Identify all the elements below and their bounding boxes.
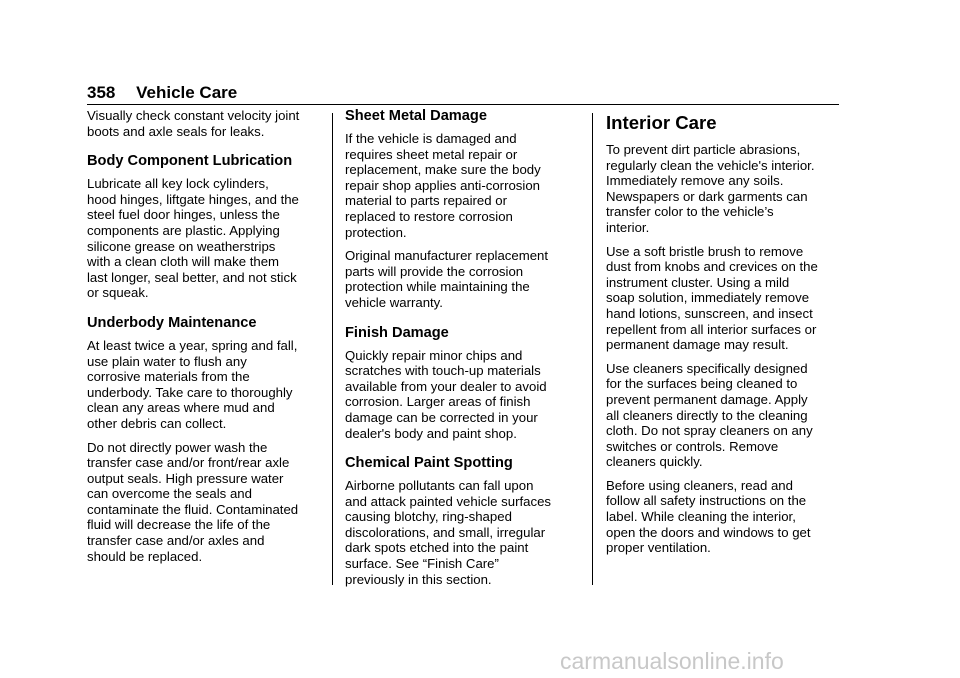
text-line: protection. [345, 224, 407, 240]
text-line: dust from knobs and crevices on the [606, 259, 818, 275]
watermark-text: carmanualsonline.info [560, 648, 784, 674]
main-heading: Interior Care [606, 112, 717, 133]
text-line: label. While cleaning the interior, [606, 509, 796, 525]
text-line: Quickly repair minor chips and [345, 347, 523, 363]
text-line: causing blotchy, ring-shaped [345, 509, 512, 525]
text-line: dark spots etched into the paint [345, 540, 529, 556]
section-heading: Sheet Metal Damage [345, 108, 487, 124]
section-heading: Chemical Paint Spotting [345, 455, 513, 472]
text-line: discolorations, and small, irregular [345, 524, 546, 540]
text-line: replaced to restore corrosion [345, 208, 513, 224]
paragraph [606, 244, 842, 353]
paragraph [606, 361, 842, 470]
text-line: requires sheet metal repair or [345, 146, 518, 162]
column-left [87, 108, 323, 572]
section-heading: Body Component Lubrication [87, 153, 293, 170]
text-line: parts will provide the corrosion [345, 263, 524, 279]
text-line: protection while maintaining the [345, 279, 530, 295]
text-line: underbody. Take care to thoroughly [87, 384, 293, 400]
paragraph [87, 176, 323, 301]
text-line: fluid will decrease the life of the [87, 517, 271, 533]
text-line: damage can be corrected in your [345, 409, 538, 425]
text-line: Visually check constant velocity joint [87, 108, 300, 123]
column-divider [592, 113, 593, 585]
paragraph [345, 248, 581, 310]
column-divider [332, 113, 333, 585]
text-line: steel fuel door hinges, unless the [87, 207, 280, 223]
text-line: proper ventilation. [606, 540, 711, 556]
text-line: material to parts repaired or [345, 193, 507, 209]
text-line: Do not directly power wash the [87, 439, 268, 455]
paragraph [606, 478, 842, 556]
text-line: open the doors and windows to get [606, 524, 811, 540]
text-line: Lubricate all key lock cylinders, [87, 176, 269, 192]
text-line: repellent from all interior surfaces or [606, 321, 817, 337]
text-line: repair shop applies anti-corrosion [345, 177, 540, 193]
text-line: replacement, make sure the body [345, 162, 541, 178]
section-heading: Finish Damage [345, 324, 449, 341]
text-line: can overcome the seals and [87, 486, 252, 502]
text-line: clean any areas where mud and [87, 400, 275, 416]
text-line: silicone grease on weatherstrips [87, 238, 276, 254]
paragraph [87, 440, 323, 565]
text-line: soap solution, immediately remove [606, 290, 810, 306]
text-line: Newspapers or dark garments can [606, 188, 808, 204]
text-line: cleaners quickly. [606, 454, 703, 470]
text-line: regularly clean the vehicle's interior. [606, 157, 815, 173]
text-line: interior. [606, 219, 650, 235]
text-line: follow all safety instructions on the [606, 493, 807, 509]
paragraph [87, 338, 323, 432]
text-line: contaminate the fluid. Contaminated [87, 501, 299, 517]
text-line: Before using cleaners, read and [606, 477, 793, 493]
text-line: hand lotions, sunscreen, and insect [606, 305, 813, 321]
text-line: other debris can collect. [87, 415, 227, 431]
paragraph [87, 108, 323, 139]
text-line: Immediately remove any soils. [606, 173, 784, 189]
text-line: hood hinges, liftgate hinges, and the [87, 191, 299, 207]
section-heading: Underbody Maintenance [87, 314, 257, 331]
text-line: corrosion. Larger areas of finish [345, 394, 531, 410]
text-line: dealer's body and paint shop. [345, 425, 517, 441]
text-line: Use cleaners specifically designed [606, 360, 808, 376]
text-line: To prevent dirt particle abrasions, [606, 142, 801, 157]
column-middle [345, 108, 581, 595]
page-number: 358 [87, 83, 116, 102]
text-line: Original manufacturer replacement [345, 248, 549, 264]
text-line: Airborne pollutants can fall upon [345, 478, 534, 494]
text-line: At least twice a year, spring and fall, [87, 337, 298, 353]
text-line: If the vehicle is damaged and [345, 131, 517, 146]
page-title: Vehicle Care [136, 83, 238, 102]
text-line: and attack painted vehicle surfaces [345, 493, 551, 509]
text-line: instrument cluster. Using a mild [606, 274, 790, 290]
text-line: cloth. Do not spray cleaners on any [606, 423, 813, 439]
text-line: last longer, seal better, and not stick [87, 269, 297, 285]
text-line: use plain water to flush any [87, 353, 247, 369]
text-line: switches or controls. Remove [606, 438, 779, 454]
text-line: available from your dealer to avoid [345, 378, 547, 394]
text-line: for the surfaces being cleaned to [606, 376, 798, 392]
column-right [606, 108, 842, 564]
text-line: prevent permanent damage. Apply [606, 391, 808, 407]
text-line: permanent damage may result. [606, 337, 789, 353]
text-line: transfer case and/or front/rear axle [87, 455, 290, 471]
text-line: vehicle warranty. [345, 294, 443, 310]
text-line: should be replaced. [87, 548, 203, 564]
text-line: output seals. High pressure water [87, 470, 284, 486]
paragraph [345, 478, 581, 587]
text-line: boots and axle seals for leaks. [87, 123, 265, 139]
header-divider [87, 104, 839, 105]
text-line: previously in this section. [345, 571, 492, 587]
text-line: corrosive materials from the [87, 369, 250, 385]
paragraph [345, 131, 581, 240]
text-line: Use a soft bristle brush to remove [606, 243, 804, 259]
text-line: or squeak. [87, 285, 149, 301]
text-line: transfer case and/or axles and [87, 533, 265, 549]
paragraph [606, 142, 842, 236]
paragraph [345, 348, 581, 442]
text-line: transfer color to the vehicle’s [606, 204, 774, 220]
text-line: scratches with touch-up materials [345, 363, 541, 379]
text-line: components are plastic. Applying [87, 222, 280, 238]
text-line: surface. See “Finish Care” [345, 556, 499, 572]
text-line: all cleaners directly to the cleaning [606, 407, 808, 423]
text-line: with a clean cloth will make them [87, 254, 280, 270]
page-header [87, 83, 237, 103]
